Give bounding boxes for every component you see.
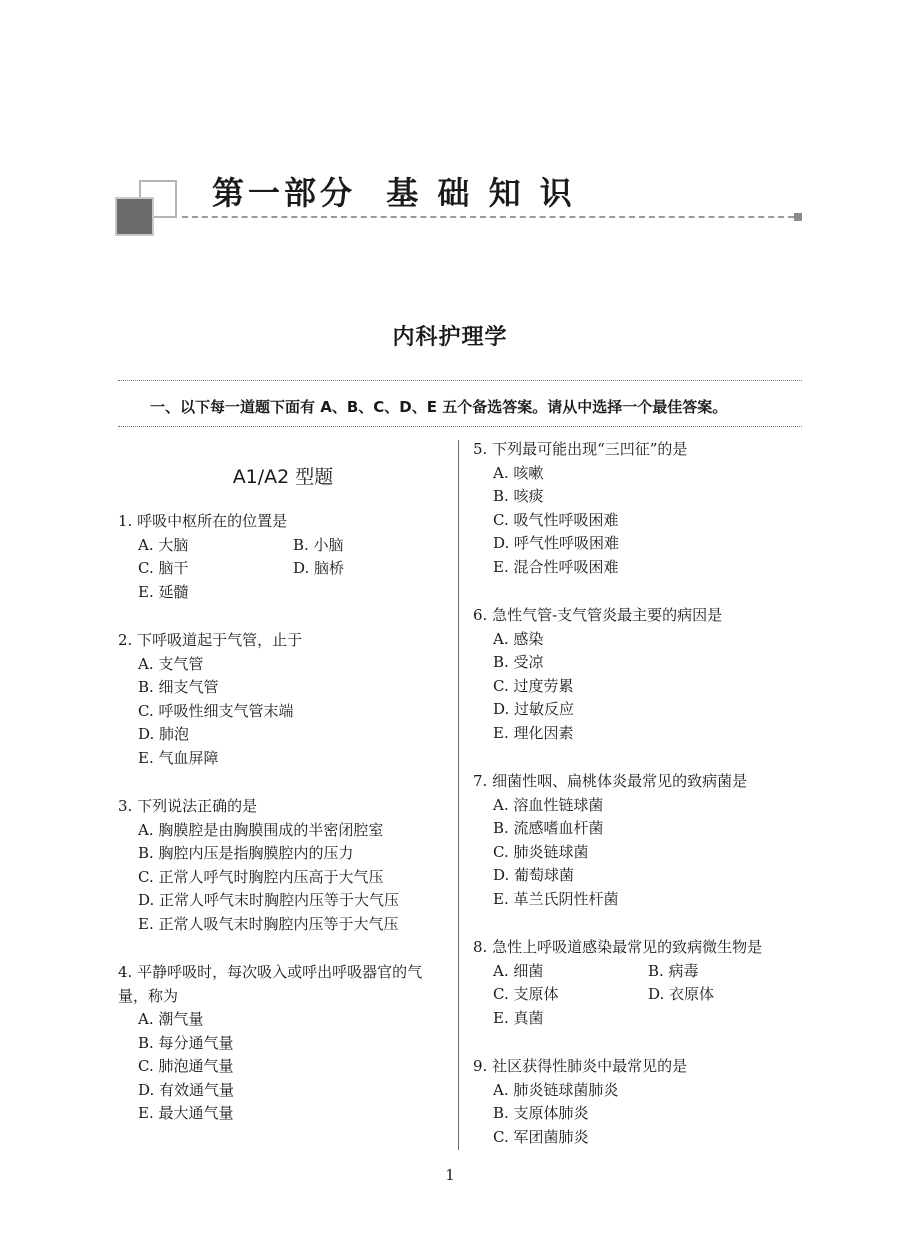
option-e: E. 气血屏障 xyxy=(138,748,219,767)
part-title-rule-end-marker xyxy=(794,213,802,221)
column-divider xyxy=(458,440,459,1150)
option-b: B. 细支气管 xyxy=(138,678,219,696)
option-c: C. 支原体 xyxy=(493,985,559,1003)
question-stem: 6. 急性气管-支气管炎最主要的病因是 xyxy=(473,606,723,624)
option-list xyxy=(473,462,803,580)
option-b: B. 受凉 xyxy=(493,653,544,671)
option-a: A. 胸膜腔是由胸膜围成的半密闭腔室 xyxy=(138,820,384,839)
option-a: A. 支气管 xyxy=(138,654,204,673)
option-a: A. 潮气量 xyxy=(138,1010,204,1028)
option-e: E. 革兰氏阴性杆菌 xyxy=(493,889,619,908)
option-a: A. 溶血性链球菌 xyxy=(493,795,604,814)
option-list xyxy=(473,794,803,912)
option-b: B. 流感嗜血杆菌 xyxy=(493,819,604,837)
question-stem: 9. 社区获得性肺炎中最常见的是 xyxy=(473,1057,688,1075)
option-d: D. 呼气性呼吸困难 xyxy=(493,534,620,552)
option-b: B. 每分通气量 xyxy=(138,1033,234,1052)
question-1 xyxy=(118,510,443,604)
option-a: A. 细菌 xyxy=(493,961,544,980)
question-9 xyxy=(473,1055,803,1149)
option-e: E. 理化因素 xyxy=(493,723,574,742)
option-a: A. 肺炎链球菌肺炎 xyxy=(493,1080,619,1099)
option-b: B. 胸腔内压是指胸膜腔内的压力 xyxy=(138,844,354,862)
option-d: D. 有效通气量 xyxy=(138,1080,235,1099)
option-b: B. 支原体肺炎 xyxy=(493,1104,589,1122)
option-list xyxy=(473,628,803,746)
section-title: A1/A2 型题 xyxy=(232,466,334,488)
question-stem: 7. 细菌性咽、扁桃体炎最常见的致病菌是 xyxy=(473,772,748,790)
option-c: C. 脑干 xyxy=(138,559,189,577)
part-title-rule xyxy=(182,216,794,218)
instruction-top-rule xyxy=(118,380,802,381)
header-decoration-square-filled xyxy=(117,199,152,234)
option-e: E. 真菌 xyxy=(493,1008,544,1027)
page-number: 1 xyxy=(445,1166,455,1184)
question-stem: 5. 下列最可能出现“三凹征”的是 xyxy=(473,440,688,458)
option-a: A. 感染 xyxy=(493,629,544,648)
left-column xyxy=(118,510,443,1151)
option-list xyxy=(473,1079,803,1150)
option-b: B. 病毒 xyxy=(648,961,699,980)
instruction-text: 一、以下每一道题下面有 A、B、C、D、E 五个备选答案。请从中选择一个最佳答案。 xyxy=(150,398,728,416)
option-e: E. 延髓 xyxy=(138,582,189,601)
option-c: C. 肺泡通气量 xyxy=(138,1057,234,1075)
option-c: C. 呼吸性细支气管末端 xyxy=(138,701,294,720)
option-e: E. 最大通气量 xyxy=(138,1104,234,1122)
option-d: D. 脑桥 xyxy=(293,559,345,577)
question-stem: 1. 呼吸中枢所在的位置是 xyxy=(118,512,288,530)
option-list xyxy=(473,960,803,1031)
option-b: B. 咳痰 xyxy=(493,487,544,505)
question-stem: 3. 下列说法正确的是 xyxy=(118,797,258,815)
question-2 xyxy=(118,629,443,770)
option-d: D. 衣原体 xyxy=(648,985,715,1003)
option-c: C. 肺炎链球菌 xyxy=(493,842,589,861)
option-c: C. 正常人呼气时胸腔内压高于大气压 xyxy=(138,867,384,886)
question-3 xyxy=(118,795,443,936)
subject-title: 内科护理学 xyxy=(392,324,508,350)
option-c: C. 吸气性呼吸困难 xyxy=(493,510,619,529)
question-stem: 8. 急性上呼吸道感染最常见的致病微生物是 xyxy=(473,938,763,956)
option-d: D. 正常人呼气末时胸腔内压等于大气压 xyxy=(138,891,400,909)
option-a: A. 咳嗽 xyxy=(493,463,544,482)
question-5 xyxy=(473,438,803,579)
option-list xyxy=(118,534,443,605)
question-stem: 2. 下呼吸道起于气管，止于 xyxy=(118,631,303,649)
option-e: E. 正常人吸气末时胸腔内压等于大气压 xyxy=(138,914,399,933)
question-6 xyxy=(473,604,803,745)
option-b: B. 小脑 xyxy=(293,535,344,554)
option-d: D. 过敏反应 xyxy=(493,700,575,718)
option-c: C. 过度劳累 xyxy=(493,676,574,695)
option-c: C. 军团菌肺炎 xyxy=(493,1127,589,1146)
option-list xyxy=(118,1008,443,1126)
option-a: A. 大脑 xyxy=(138,535,189,554)
option-d: D. 葡萄球菌 xyxy=(493,866,575,884)
right-column xyxy=(473,438,803,1174)
option-list xyxy=(118,819,443,937)
question-7 xyxy=(473,770,803,911)
question-8 xyxy=(473,936,803,1030)
part-title: 第一部分 基 础 知 识 xyxy=(212,174,576,212)
instruction-bottom-rule xyxy=(118,426,802,427)
option-list xyxy=(118,653,443,771)
question-4 xyxy=(118,961,443,1126)
question-stem: 4. 平静呼吸时，每次吸入或呼出呼吸器官的气量，称为 xyxy=(118,963,423,1005)
option-d: D. 肺泡 xyxy=(138,725,190,743)
option-e: E. 混合性呼吸困难 xyxy=(493,557,619,576)
